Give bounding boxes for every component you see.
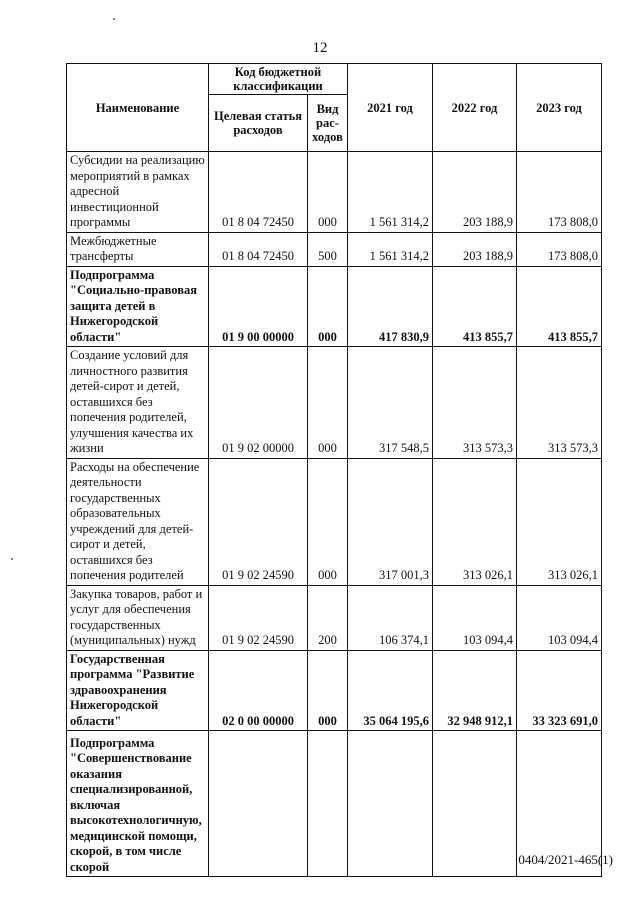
row-2022: 413 855,7 <box>433 266 517 347</box>
row-2023: 103 094,4 <box>517 585 602 650</box>
row-name: Создание условий для личностного развития детей-сирот и детей, оставшихся без попечения родителей, улучшения качества их жизни <box>67 347 209 459</box>
row-2022: 32 948 912,1 <box>433 650 517 731</box>
row-2022: 313 026,1 <box>433 458 517 585</box>
row-expense-type: 000 <box>308 152 348 233</box>
page-number: 12 <box>312 40 328 56</box>
header-budget-code: Код бюджетной классификации <box>209 64 348 95</box>
row-name: Подпрограмма "Совершенствование оказания специализированной, включая высокотехнологичную, медицинской помощи, скорой, в том числе скорой <box>67 731 209 877</box>
row-expense-type <box>308 731 348 877</box>
header-2022: 2022 год <box>433 64 517 152</box>
header-name: Наименование <box>67 64 209 152</box>
row-target-item <box>209 731 308 877</box>
row-2023: 33 323 691,0 <box>517 650 602 731</box>
row-2021: 106 374,1 <box>348 585 433 650</box>
table-row <box>67 650 602 731</box>
row-target-item: 01 9 00 00000 <box>209 266 308 347</box>
row-2021: 35 064 195,6 <box>348 650 433 731</box>
header-expense-type: Вид рас-ходов <box>308 95 348 152</box>
budget-table <box>66 63 602 877</box>
row-target-item: 01 9 02 24590 <box>209 585 308 650</box>
header-2021: 2021 год <box>348 64 433 152</box>
row-2022: 103 094,4 <box>433 585 517 650</box>
row-2023: 313 026,1 <box>517 458 602 585</box>
row-name: Межбюджетные трансферты <box>67 232 209 266</box>
header-2023: 2023 год <box>517 64 602 152</box>
row-2023: 173 808,0 <box>517 232 602 266</box>
row-expense-type: 000 <box>308 347 348 459</box>
row-target-item: 01 9 02 00000 <box>209 347 308 459</box>
row-2021: 317 548,5 <box>348 347 433 459</box>
scan-speck <box>11 558 13 560</box>
row-name: Подпрограмма "Социально-правовая защита детей в Нижегородской области" <box>67 266 209 347</box>
row-2022: 313 573,3 <box>433 347 517 459</box>
row-name: Государственная программа "Развитие здравоохранения Нижегородской области" <box>67 650 209 731</box>
row-2023: 313 573,3 <box>517 347 602 459</box>
scan-speck <box>113 18 115 20</box>
row-2023: 173 808,0 <box>517 152 602 233</box>
table-row <box>67 232 602 266</box>
table-row <box>67 585 602 650</box>
row-2022: 203 188,9 <box>433 232 517 266</box>
document-code: 0404/2021-465(1) <box>518 852 613 867</box>
table-row <box>67 152 602 233</box>
table-row <box>67 347 602 459</box>
row-expense-type: 000 <box>308 458 348 585</box>
row-expense-type: 200 <box>308 585 348 650</box>
row-name: Субсидии на реализацию мероприятий в рамках адресной инвестиционной программы <box>67 152 209 233</box>
row-target-item: 01 8 04 72450 <box>209 232 308 266</box>
row-2021: 317 001,3 <box>348 458 433 585</box>
row-target-item: 01 9 02 24590 <box>209 458 308 585</box>
row-target-item: 02 0 00 00000 <box>209 650 308 731</box>
table-row <box>67 458 602 585</box>
row-2021: 417 830,9 <box>348 266 433 347</box>
row-expense-type: 000 <box>308 650 348 731</box>
row-2022: 203 188,9 <box>433 152 517 233</box>
row-name: Закупка товаров, работ и услуг для обеспечения государственных (муниципальных) нужд <box>67 585 209 650</box>
row-2022 <box>433 731 517 877</box>
row-name: Расходы на обеспечение деятельности государственных образовательных учреждений для детей-сирот и детей, оставшихся без попечения родителей <box>67 458 209 585</box>
row-2021: 1 561 314,2 <box>348 232 433 266</box>
row-expense-type: 500 <box>308 232 348 266</box>
row-target-item: 01 8 04 72450 <box>209 152 308 233</box>
row-2021: 1 561 314,2 <box>348 152 433 233</box>
row-2023: 413 855,7 <box>517 266 602 347</box>
row-expense-type: 000 <box>308 266 348 347</box>
header-target-item: Целевая статья расходов <box>209 95 308 152</box>
row-2021 <box>348 731 433 877</box>
table-row <box>67 266 602 347</box>
